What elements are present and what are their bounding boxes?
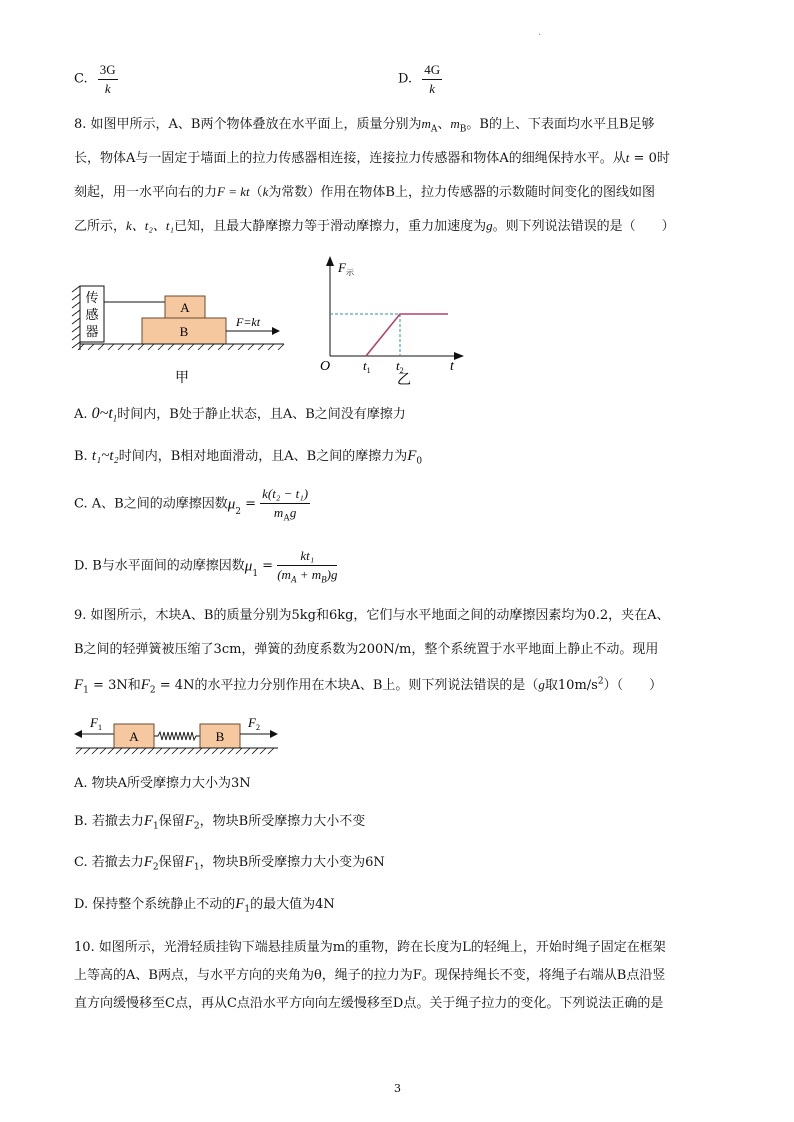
q10-line-3: 直方向缓慢移至C点，再从C点沿水平方向向左缓慢移至D点。关于绳子拉力的变化。下列说法正确的是 bbox=[74, 996, 664, 1011]
q7-option-d bbox=[398, 62, 442, 96]
t2-tick-label: $t_2$ bbox=[396, 358, 404, 375]
q8-line-4: 乙所示，k、t₂、t₁已知，且最大静摩擦力等于滑动摩擦力，重力加速度为g。则下列说法错误的是（ ） bbox=[74, 218, 675, 234]
q9-line-3: $F_1 = 3N$和$F_2 = 4N$的水平拉力分别作用在木块A、B上。则下列说法错误的是（g取$10m/s^2$）（ ） bbox=[74, 676, 663, 696]
q8-option-d-fraction: $\frac{\text{kt₁}}{(m_A + m_B)g}$ bbox=[277, 548, 338, 585]
q9-line-2: B之间的轻弹簧被压缩了3cm，弹簧的劲度系数为200N/m，整个系统置于水平地面上静止不动。现用 bbox=[74, 642, 659, 657]
q8-option-c: C. A、B之间的动摩擦因数$\mu_2$ = $\frac{\text{k(t₂ − t₁)}}{m_Ag}$ bbox=[74, 486, 309, 523]
q8-line-1: 8. 如图甲所示，A、B两个物体叠放在水平面上，质量分别为$m_A$、$m_B$。B的上、下表面均水平且B足够 bbox=[74, 116, 655, 135]
x-axis-label: t bbox=[450, 359, 454, 374]
f1-label: $F_1$ bbox=[90, 715, 102, 732]
q8-line-2: 长，物体A与一固定于墙面上的拉力传感器相连接，连接拉力传感器和物体A的细绳保持水平。从t = 0时 bbox=[74, 150, 670, 166]
origin-label: O bbox=[320, 359, 331, 374]
q9-figure bbox=[70, 712, 284, 762]
q7-option-c-letter: C. bbox=[74, 71, 88, 87]
page-number: 3 bbox=[394, 1082, 401, 1095]
y-axis-label: $F_示$ bbox=[338, 260, 354, 277]
ground-hatch bbox=[78, 344, 284, 350]
q8-option-a: A. $0\sim t_1$时间内，B处于静止状态，且A、B之间没有摩擦力 bbox=[74, 405, 406, 424]
q9-block-b-label: B bbox=[215, 729, 225, 744]
figure-jia-caption: 甲 bbox=[175, 371, 189, 386]
figure-yi-caption: 乙 bbox=[397, 373, 411, 388]
q9-block-a-label: A bbox=[129, 729, 139, 744]
q7-option-c-denominator: k bbox=[104, 80, 111, 96]
q8-figure-yi bbox=[308, 252, 468, 388]
q8-option-d: D. B与水平面间的动摩擦因数$\mu_1$ = $\frac{\text{kt₁}}{(m_A + m_B)g}$ bbox=[74, 548, 338, 585]
q9-option-b: B. 若撤去力$F_1$保留$F_2$，物块B所受摩擦力大小不变 bbox=[74, 813, 366, 832]
q7-option-d-letter: D. bbox=[398, 71, 413, 87]
sensor-char-3: 器 bbox=[85, 324, 99, 339]
q7-option-d-denominator: k bbox=[429, 80, 436, 96]
sensor-reading-line bbox=[366, 314, 448, 356]
block-a-label: A bbox=[180, 300, 190, 315]
block-b-label: B bbox=[179, 324, 189, 339]
f1-arrow-head bbox=[74, 730, 82, 738]
q7-option-c-fraction bbox=[98, 62, 118, 96]
q9-option-c: C. 若撤去力$F_2$保留$F_1$，物块B所受摩擦力大小变为6N bbox=[74, 854, 385, 873]
q8-figure-jia bbox=[70, 282, 290, 388]
q8-option-c-fraction: $\frac{\text{k(t₂ − t₁)}}{m_Ag}$ bbox=[262, 486, 309, 523]
force-label: F=kt bbox=[236, 315, 261, 329]
x-axis-arrow bbox=[454, 352, 464, 360]
q9-option-d: D. 保持整个系统静止不动的$F_1$的最大值为4N bbox=[74, 896, 335, 915]
sensor-char-2: 感 bbox=[85, 307, 99, 322]
q7-option-c bbox=[74, 62, 118, 96]
q9-line-1: 9. 如图所示，木块A、B的质量分别为5kg和6kg，它们与水平地面之间的动摩擦因素均为0.2，夹在A、 bbox=[74, 608, 670, 623]
q9-option-a: A. 物块A所受摩擦力大小为3N bbox=[74, 776, 251, 791]
top-mark: · bbox=[538, 30, 542, 41]
force-arrow-head bbox=[272, 327, 280, 335]
f2-label: $F_2$ bbox=[248, 715, 260, 732]
spring bbox=[154, 732, 200, 740]
sensor-char-1: 传 bbox=[85, 290, 99, 305]
q7-option-d-numerator: 4G bbox=[422, 62, 442, 80]
q7-option-d-fraction bbox=[422, 62, 442, 96]
y-axis-arrow bbox=[326, 256, 334, 266]
wall-hatch bbox=[72, 286, 80, 348]
f2-arrow-head bbox=[270, 730, 278, 738]
q10-line-2: 上等高的A、B两点，与水平方向的夹角为θ，绳子的拉力为F。现保持绳长不变，将绳子右端从B点沿竖 bbox=[74, 968, 666, 983]
q8-line-3: 刻起，用一水平向右的力F = kt（k为常数）作用在物体B上，拉力传感器的示数随时间变化的图线如图 bbox=[74, 184, 655, 200]
t1-tick-label: $t_1$ bbox=[363, 358, 371, 375]
q8-option-b: B. t₁~t₂时间内，B相对地面滑动，且A、B之间的摩擦力为$F_0$ bbox=[74, 448, 423, 467]
q9-ground-hatch bbox=[76, 748, 274, 754]
q7-option-c-numerator: 3G bbox=[98, 62, 118, 80]
q10-line-1: 10. 如图所示，光滑轻质挂钩下端悬挂质量为m的重物，跨在长度为L的轻绳上，开始时绳子固定在框架 bbox=[74, 940, 666, 955]
